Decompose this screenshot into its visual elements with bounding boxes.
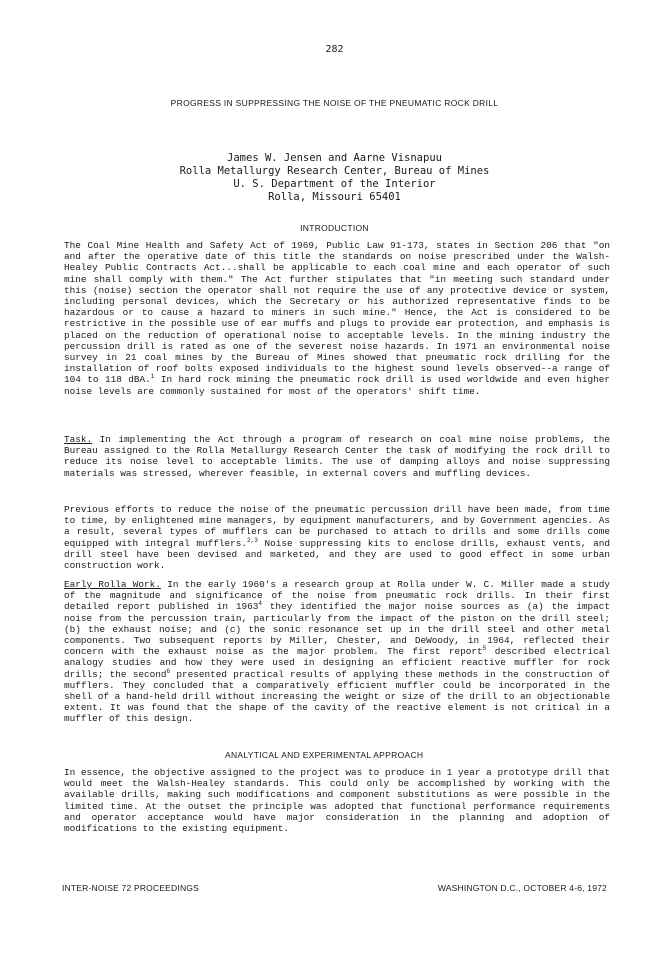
reference-5: 5 [482, 645, 487, 653]
author-block [0, 152, 669, 204]
p4-text-c: described electrical analogy studies and how they were used in designing an efficient reactive muffler for rock drills; the second [64, 646, 610, 680]
author-department: U. S. Department of the Interior [233, 178, 436, 190]
p4-text-d: presented practical results of applying these methods in the construction of mufflers. They concluded that a comparatively efficient muffler could be incorporated in the shell of a hand-held drill without increasing the weight or size of the drill to an objectionable extent. It was found that the shape of the cavity of the reactive element is not critical in a muffler of this design. [64, 668, 610, 725]
author-affiliation: Rolla Metallurgy Research Center, Bureau of Mines [179, 165, 490, 177]
early-rolla-label: Early Rolla Work. [64, 579, 161, 590]
paper-title: PROGRESS IN SUPPRESSING THE NOISE OF THE PNEUMATIC ROCK DRILL [170, 98, 499, 108]
reference-2-3: 2,3 [247, 536, 258, 544]
footer-proceedings: INTER-NOISE 72 PROCEEDINGS [62, 883, 199, 893]
p3-text-b: Noise suppressing kits to enclose drills, exhaust vents, and drill steel have been devised and marketed, and they are used to good effect in some urban construction work. [64, 537, 611, 572]
p3-text-a: Previous efforts to reduce the noise of the pneumatic percussion drill have been made, from time to time, by enlightened mine managers, by equipment manufacturers, and by Government agencies. As a result, several types of mufflers can be purchased to attach to drills and some drills come equipped with integral mufflers. [64, 504, 610, 549]
early-rolla-paragraph [64, 579, 610, 731]
introduction-paragraph-1 [64, 240, 610, 403]
introduction-heading: INTRODUCTION [300, 223, 369, 233]
task-paragraph [64, 434, 610, 485]
author-names: James W. Jensen and Aarne Visnapuu [227, 152, 442, 164]
reference-4: 4 [258, 600, 262, 608]
analytical-heading: ANALYTICAL AND EXPERIMENTAL APPROACH [225, 750, 424, 760]
analytical-text: In essence, the objective assigned to the project was to produce in 1 year a prototype drill that would meet the Walsh-Healey standards. This could only be accomplished by working with the available drills, making such modifications and component substitutions as were possible in the limited time. At the outset the principle was adopted that functional performance requirements and operator acceptance would have major consideration in the planning and adoption of modifications to the existing equipment. [64, 767, 610, 835]
task-label: Task. [64, 434, 93, 445]
previous-efforts-paragraph [64, 504, 610, 577]
p4-text-b: they identified the major noise sources as (a) the impact noise from the percussion train, particularly from the impact of the piston on the drill steel; (b) the exhaust noise; and (c) the sonic resonance set up in the drill steel and other metal components. Two subsequent reports by Miller, Chester, and DeWoody, in 1964, reflected their concern with the exhaust noise as the major problem. The first report [64, 601, 611, 658]
intro-p1-tail: In hard rock mining the pneumatic rock drill is used worldwide and even higher noise levels are commonly sustained for most of the operators' shift time. [64, 374, 610, 397]
footer-location-date: WASHINGTON D.C., OCTOBER 4-6, 1972 [437, 883, 607, 893]
reference-6: 6 [166, 667, 171, 675]
analytical-paragraph [64, 767, 610, 840]
page-number: 282 [325, 44, 344, 55]
task-text: In implementing the Act through a program of research on coal mine noise problems, the Bureau assigned to the Rolla Metallurgy Research Center the task of modifying the rock drill to reduce its noise level to acceptable limits. The use of damping alloys and noise suppressing materials was stressed, wherever feasible, in external covers and muffling devices. [64, 434, 610, 479]
reference-1: 1 [150, 373, 155, 381]
p4-text-a: In the early 1960's a research group at Rolla under W. C. Miller made a study of the magnitude and significance of the noise from pneumatic rock drills. In their first detailed report published in 1963 [64, 579, 610, 613]
intro-p1-text: The Coal Mine Health and Safety Act of 1969, Public Law 91-173, states in Section 206 that "on and after the operative date of this title the standards on noise prescribed under the Walsh-Healey Public Contracts Act...shall be applicable to each coal mine and each operator of such mine shall comply with them." The Act further stipulates that "in meeting such standard under this (noise) section the operator shall not require the use of any protective device or system, including personal devices, which the Secretary or his authorized representative finds to be hazardous or to cause a hazard to miners in such mine." Hence, the Act is considered to be restrictive in the possible use of ear muffs and plugs to provide ear protection, and emphasis is placed on the reduction of operational noise to acceptable levels. In the mining industry the percussion drill is rated as one of the severest noise hazards. In 1971 an environmental noise survey in 21 coal mines by the Bureau of Mines showed that pneumatic rock drilling for the installation of roof bolts exposed individuals to the highest sound levels observed--a range of 104 to 118 dBA. [64, 240, 610, 386]
author-address: Rolla, Missouri 65401 [268, 191, 401, 203]
